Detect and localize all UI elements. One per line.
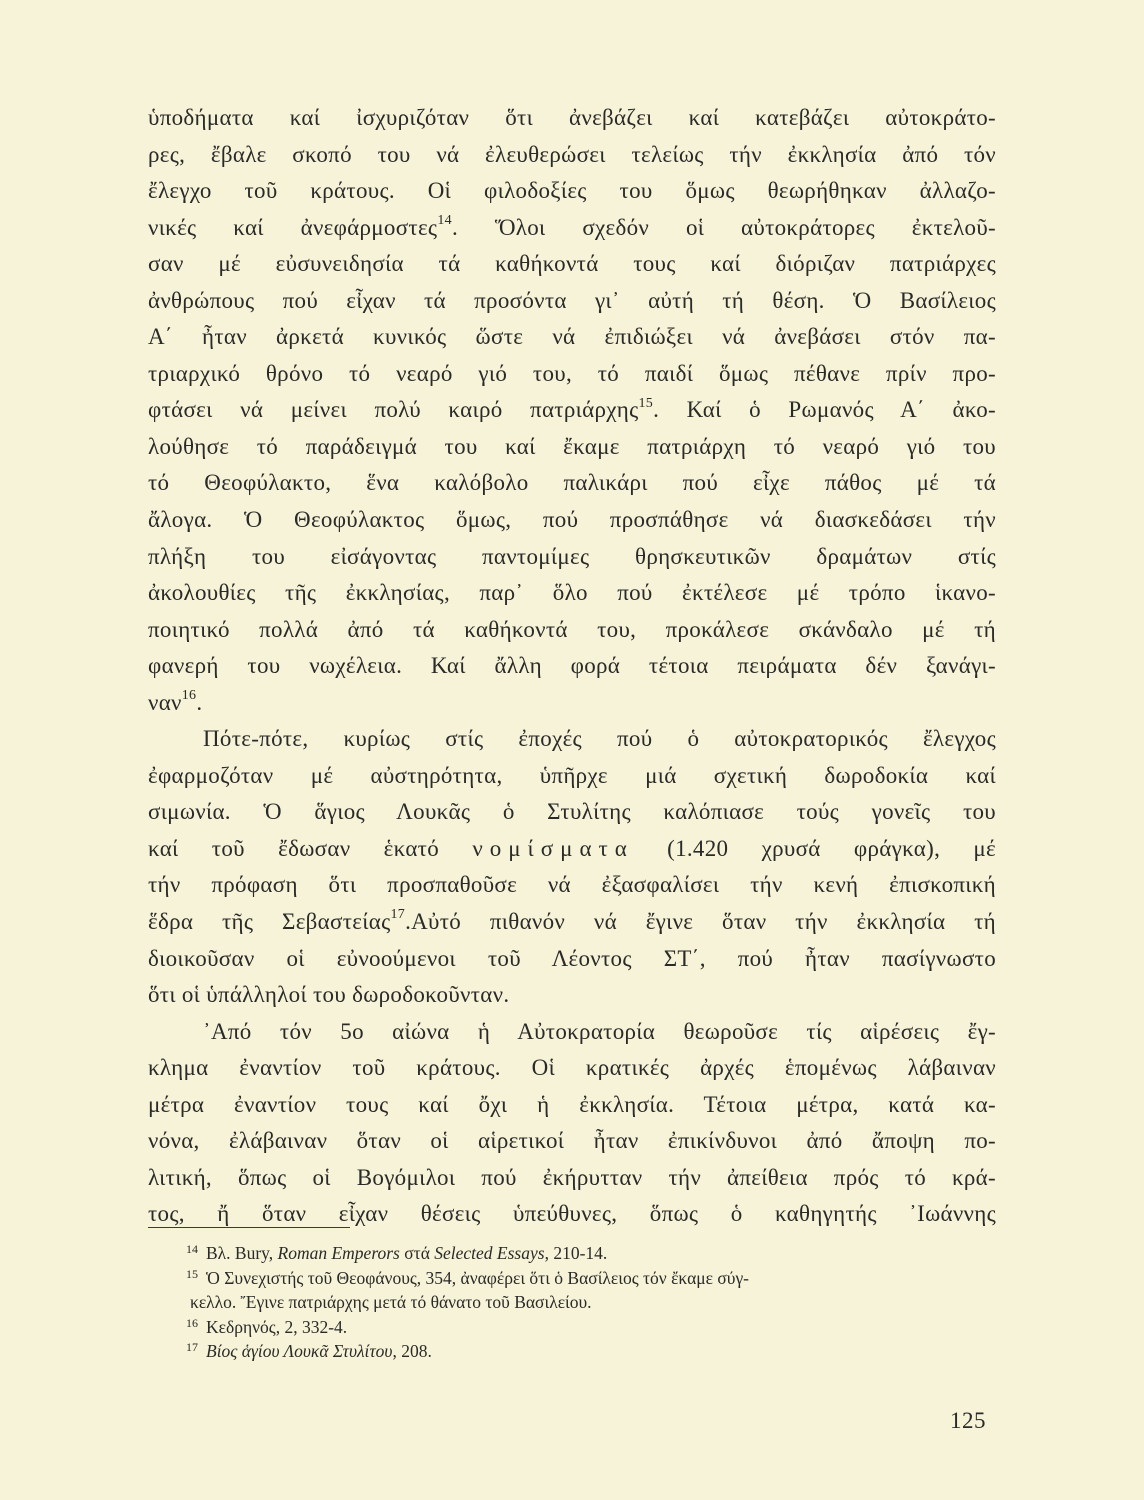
text-line: λούθησε τό παράδειγμά του καί ἔκαμε πατριάρχη τό νεαρό γιό του — [148, 433, 996, 459]
paragraph-start: Πότε-πότε, κυρίως στίς ἐποχές πού ὁ αὐτοκρατορικός ἔλεγχος — [203, 726, 996, 752]
footnote-number: 14 — [186, 1242, 198, 1256]
text-span: . Ὅλοι σχεδόν οἱ αὐτοκράτορες ἐκτελοῦ- — [451, 214, 996, 240]
footnote-text: στά — [399, 1243, 435, 1263]
text-line: τριαρχικό θρόνο τό νεαρό γιό του, τό παιδί ὅμως πέθανε πρίν προ- — [148, 360, 996, 386]
text-span: . — [196, 689, 203, 715]
footnote-14 — [186, 1241, 996, 1266]
text-span: .Αὐτό πιθανόν νά ἔγινε ὅταν τήν ἐκκλησία τή — [405, 909, 996, 935]
footnote-title: Roman Emperors — [277, 1243, 400, 1263]
footnote-number: 17 — [186, 1340, 198, 1354]
footnote-ref-14: 14 — [437, 212, 452, 228]
text-line: ἐφαρμοζόταν μέ αὐστηρότητα, ὑπῆρχε μιά σχετική δωροδοκία καί — [148, 762, 996, 788]
text-line: Α΄ ἦταν ἀρκετά κυνικός ὥστε νά ἐπιδιώξει νά ἀνεβάσει στόν πα- — [148, 324, 996, 350]
text-line — [148, 685, 996, 722]
text-line: νόνα, ἐλάβαιναν ὅταν οἱ αἱρετικοί ἦταν ἐπικίνδυνοι ἀπό ἄποψη πο- — [148, 1128, 996, 1154]
footnote-title: Selected Essays — [434, 1243, 545, 1263]
text-span: νικές καί ἀνεφάρμοστες — [148, 214, 438, 240]
text-span: ναν — [148, 689, 182, 715]
footnote-text: Κεδρηνός, 2, 332-4. — [206, 1316, 348, 1337]
footnote-text: κελλο. Ἔγινε πατριάρχης μετά τό θάνατο τοῦ Βασιλείου. — [190, 1292, 592, 1312]
text-line — [148, 904, 996, 941]
footnote-number: 16 — [186, 1315, 198, 1330]
text-line: πλήξη του εἰσάγοντας παντομίμες θρησκευτικῶν δραμάτων στίς — [148, 543, 996, 569]
body-text — [148, 100, 996, 1233]
text-span: καί τοῦ ἔδωσαν ἑκατό — [148, 835, 440, 861]
text-line: τος, ἤ ὅταν εἶχαν θέσεις ὑπεύθυνες, ὅπως ὁ καθηγητής ᾽Ιωάννης — [148, 1201, 996, 1227]
footnote-text: , 208. — [392, 1341, 432, 1361]
text-line: λιτική, ὅπως οἱ Βογόμιλοι πού ἐκήρυτταν τήν ἀπείθεια πρός τό κρά- — [148, 1164, 996, 1190]
footnote-17 — [186, 1339, 996, 1364]
paragraph-start: ᾽Από τόν 5ο αἰώνα ἡ Αὐτοκρατορία θεωροῦσε τίς αἱρέσεις ἔγ- — [203, 1018, 996, 1044]
text-line: ὑποδήματα καί ἰσχυριζόταν ὅτι ἀνεβάζει καί κατεβάζει αὐτοκράτο- — [148, 105, 996, 130]
footnote-ref-16: 16 — [181, 688, 197, 704]
spaced-word: νομίσματα — [472, 835, 634, 861]
text-line: ὅτι οἱ ὑπάλληλοί του δωροδοκοῦνταν. — [148, 982, 510, 1008]
text-line: ἔλεγχο τοῦ κράτους. Οἱ φιλοδοξίες του ὅμως θεωρήθηκαν ἀλλαζο- — [148, 178, 996, 204]
footnote-text: Ὁ Συνεχιστής τοῦ Θεοφάνους, 354, ἀναφέρει ὅτι ὁ Βασίλειος τόν ἔκαμε σύγ- — [206, 1267, 750, 1288]
footnote-text: , 210-14. — [544, 1243, 608, 1263]
footnote-rule — [148, 1227, 350, 1228]
footnote-ref-17: 17 — [390, 907, 406, 923]
text-span: ἕδρα τῆς Σεβαστείας — [148, 909, 391, 935]
text-line: μέτρα ἐναντίον τους καί ὄχι ἡ ἐκκλησία. Τέτοια μέτρα, κατά κα- — [148, 1091, 996, 1117]
text-line — [148, 831, 996, 868]
text-line: ἀκολουθίες τῆς ἐκκλησίας, παρ᾽ ὅλο πού ἐκτέλεσε μέ τρόπο ἱκανο- — [148, 580, 996, 606]
page-number: 125 — [950, 1408, 986, 1433]
text-line: κλημα ἐναντίον τοῦ κράτους. Οἱ κρατικές ἀρχές ἑπομένως λάβαιναν — [148, 1055, 996, 1081]
text-line: σιμωνία. Ὁ ἅγιος Λουκᾶς ὁ Στυλίτης καλόπιασε τούς γονεῖς του — [148, 799, 996, 825]
footnote-text: Βλ. Bury, — [206, 1243, 278, 1263]
footnote-ref-15: 15 — [638, 395, 654, 411]
text-line: σαν μέ εὐσυνειδησία τά καθήκοντά τους καί διόριζαν πατριάρχες — [148, 251, 996, 277]
text-line: τήν πρόφαση ὅτι προσπαθοῦσε νά ἐξασφαλίσει τήν κενή ἐπισκοπική — [148, 872, 996, 898]
text-line: διοικοῦσαν οἱ εὐνοούμενοι τοῦ Λέοντος ΣΤ΄, πού ἦταν πασίγνωστο — [148, 945, 996, 971]
text-line: ἄλογα. Ὁ Θεοφύλακτος ὅμως, πού προσπάθησε νά διασκεδάσει τήν — [148, 507, 996, 533]
footnote-15 — [186, 1266, 996, 1291]
text-line: ρες, ἔβαλε σκοπό του νά ἐλευθερώσει τελείως τήν ἐκκλησία ἀπό τόν — [148, 141, 996, 167]
footnotes — [186, 1241, 996, 1364]
text-span: . Καί ὁ Ρωμανός Α΄ ἀκο- — [653, 397, 996, 423]
footnote-title: Βίος ἁγίου Λουκᾶ Στυλίτου — [206, 1341, 393, 1361]
text-line — [148, 210, 996, 247]
text-span: φτάσει νά μείνει πολύ καιρό πατριάρχης — [148, 397, 639, 423]
footnote-16 — [186, 1315, 996, 1340]
text-line: φανερή του νωχέλεια. Καί ἄλλη φορά τέτοια πειράματα δέν ξανάγι- — [148, 653, 996, 679]
text-line: τό Θεοφύλακτο, ἕνα καλόβολο παλικάρι πού εἶχε πάθος μέ τά — [148, 470, 996, 496]
text-line: ἀνθρώπους πού εἶχαν τά προσόντα γι᾽ αὐτή τή θέση. Ὁ Βασίλειος — [148, 287, 996, 313]
footnote-15-continued — [190, 1290, 996, 1315]
text-span: (1.420 χρυσά φράγκα), μέ — [667, 835, 997, 861]
text-line — [148, 392, 996, 429]
text-line: ποιητικό πολλά ἀπό τά καθήκοντά του, προκάλεσε σκάνδαλο μέ τή — [148, 616, 996, 642]
footnote-number: 15 — [186, 1266, 198, 1281]
